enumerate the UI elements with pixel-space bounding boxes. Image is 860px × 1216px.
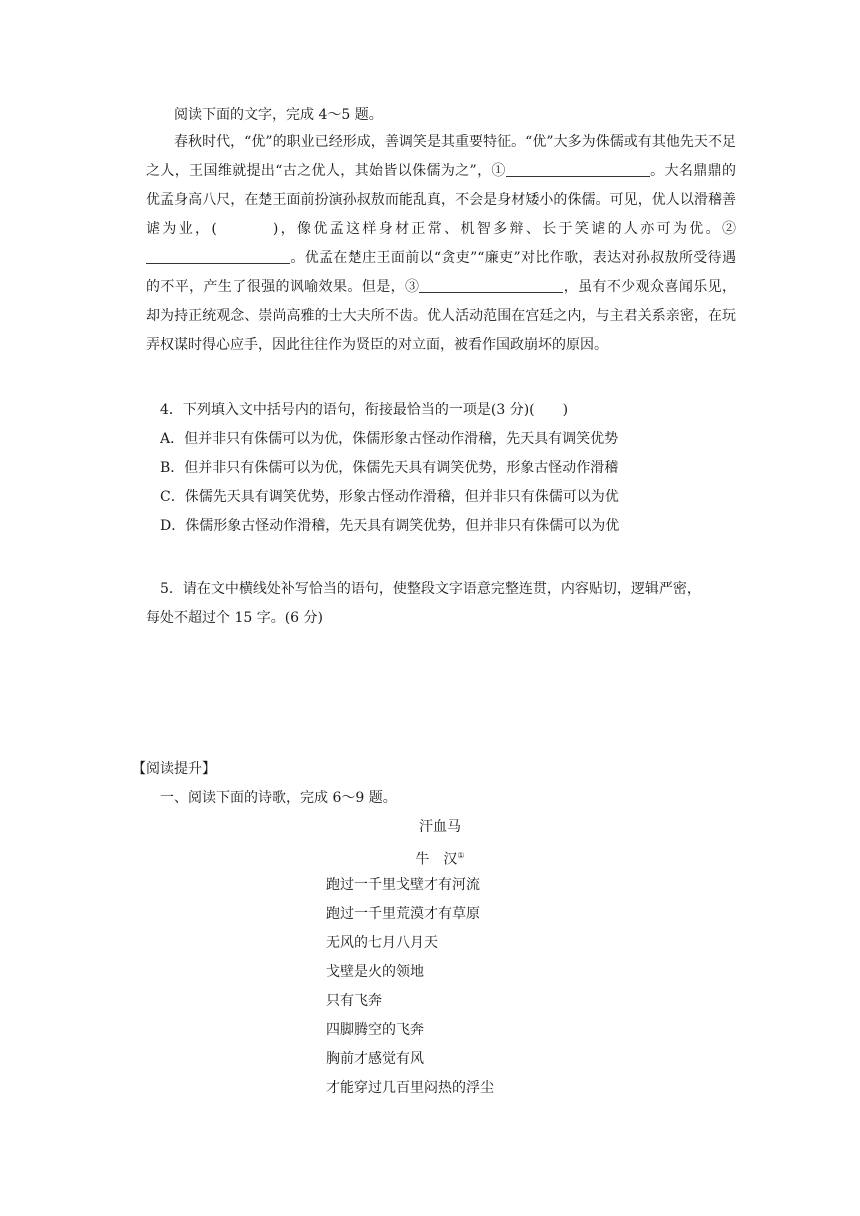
passage-text-5: ，虽有不少观众喜闻乐见，却为持正统观念、崇尚高雅的士大夫所不齿。优人活动范围在宫廷之内，与主君关系亲密，在玩弄权谋时得心应手，因此往往作为贤臣的对立面，被看作国政崩坏的原因。: [146, 279, 737, 353]
question-4-option-c[interactable]: C．侏儒先天具有调笑优势，形象古怪动作滑稽，但并非只有侏儒可以为优: [160, 489, 619, 505]
reading-passage: [146, 128, 736, 360]
poem-line: 无风的七月八月天: [326, 935, 438, 951]
question-5-line-1: 5．请在文中横线处补写恰当的语句，使整段文字语意完整连贯，内容贴切，逻辑严密，: [160, 581, 701, 597]
passage-text-1: 春秋时代，“优”的职业已经形成，善调笑是其重要特征。“优”大多为侏儒或有其他先天不足之人，王国维就提出“古之优人，其始皆以侏儒为之”，①: [146, 134, 736, 179]
question-4-stem: 4．下列填入文中括号内的语句，衔接最恰当的一项是(3 分)( ): [160, 402, 569, 418]
poem-line: 只有飞奔: [326, 993, 382, 1009]
question-4-option-d[interactable]: D．侏儒形象古怪动作滑稽，先天具有调笑优势，但并非只有侏儒可以为优: [160, 518, 620, 534]
poem-line: 跑过一千里戈壁才有河流: [326, 877, 480, 893]
poem-line: 四脚腾空的飞奔: [326, 1022, 424, 1038]
poem-title: 汗血马: [419, 819, 461, 835]
section-header: 【阅读提升】: [132, 761, 216, 777]
reading-intro: 阅读下面的文字，完成 4～5 题。: [174, 107, 383, 123]
poem-author: [0, 845, 860, 871]
poem-line: 戈壁是火的领地: [326, 964, 424, 980]
poem-author-name: 牛 汉: [415, 851, 458, 868]
question-5-line-2: 每处不超过个 15 字。(6 分): [146, 610, 323, 626]
answer-blank-2[interactable]: [146, 249, 290, 264]
poem-line: 才能穿过几百里闷热的浮尘: [326, 1080, 494, 1096]
poem-line: 胸前才感觉有风: [326, 1051, 424, 1067]
section-intro: 一、阅读下面的诗歌，完成 6～9 题。: [160, 790, 397, 806]
answer-blank-3[interactable]: [419, 278, 563, 293]
question-4-option-b[interactable]: B．但并非只有侏儒可以为优，侏儒先天具有调笑优势，形象古怪动作滑稽: [160, 460, 619, 476]
passage-text-4: 。优孟在楚庄王面前以“贪吏”“廉吏”对比作歌，表达对孙叔敖所受待遇的不平，产生了很强的讽喻效果。但是，③: [146, 250, 736, 295]
passage-text-2: 。大名鼎鼎的优孟身高八尺，在楚王面前扮演孙叔敖而能乱真，不会是身材矮小的侏儒。可见，优人以滑稽善谑为业，(: [146, 163, 736, 237]
answer-blank-1[interactable]: [506, 162, 650, 177]
poem-author-footnote: ①: [457, 851, 465, 860]
passage-text-3: )，像优孟这样身材正常、机智多辩、长于笑谑的人亦可为优。②: [272, 221, 736, 237]
question-4-option-a[interactable]: A．但并非只有侏儒可以为优，侏儒形象古怪动作滑稽，先天具有调笑优势: [160, 431, 619, 447]
poem-line: 跑过一千里荒漠才有草原: [326, 906, 480, 922]
